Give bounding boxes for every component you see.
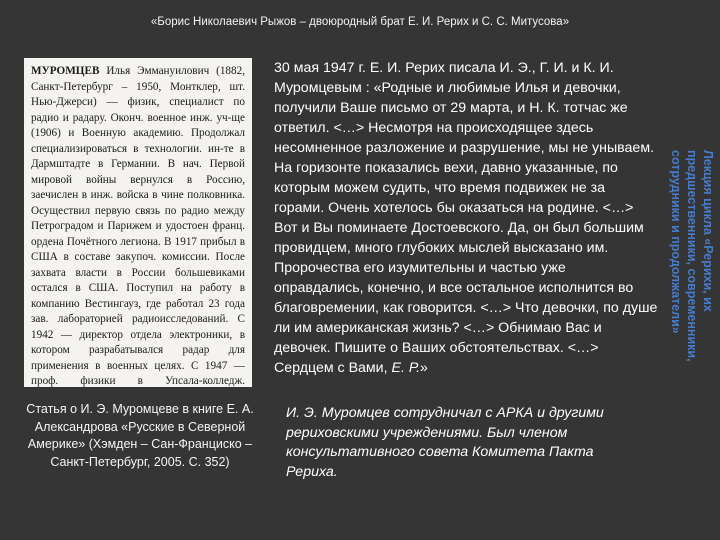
side-label-line-1: Лекция цикла «Рерихи, их [701,150,715,312]
side-label-line-3: сотрудники и продолжатели» [669,150,683,334]
quote-end: » [420,360,428,376]
scan-caption: Статья о И. Э. Муромцеве в книге Е. А. Александрова «Русские в Северной Америке» (Хэмден – Сан-Франциско – Санкт-Петербург, 2005. С. 352) [26,402,254,469]
article-text [31,64,245,387]
quote-signature: Е. Р. [391,360,421,376]
quote-text: 30 мая 1947 г. Е. И. Рерих писала И. Э., Г. И. и К. И. Муромцевым : «Родные и любимые Илья и девочки, получили Ваше письмо от 29 марта, и Н. К. тотчас же ответил. <…> Несмотря на происходящее здесь несомненное разложение и разрушение, мы не унываем. На горизонте показались вехи, давно указанные, по которым можем судить, что время подвижек не за горами. Очень хотелось бы оказаться на родине. <…> Вот и Вы поминаете Достоевского. Да, он был большим провидцем, много глубоких мыслей высказано им. Пророчества его изумительны и частью уже оправдались, конечно, и все остальное исполнится во благовремении, как говорится. <…> Что девочки, по душе ли им американская жизнь? <…> Обнимаю Вас и девочек. Пишите о Ваших обстоятельствах. <…> Сердцем с Вами, [274,60,658,376]
slide-title: «Борис Николаевич Рыжов – двоюродный брат Е. И. Рерих и С. С. Митусова» [150,16,570,28]
note-text: И. Э. Муромцев сотрудничал с АРКА и другими рериховскими учреждениями. Был членом консультативного совета Комитета Пакта Рериха. [286,405,604,480]
encyclopedia-article-scan [24,58,252,387]
lecture-side-label [664,150,716,408]
article-name: МУРОМЦЕВ [31,65,100,77]
letter-quote [274,58,659,378]
side-label-line-2: предшественники, современники, [685,150,699,362]
article-body: Илья Эммануилович (1882, Санкт-Петербург – 1950, Монтклер, шт. Нью-Джерси) — физик, специалист по радио и радару. Оконч. военное инж. уч-ще (1906) и Военную академию. Продолжал специализироваться в технологии. ин-те в Дармштадте в Германии. В нач. Первой мировой войны вернулся в Россию, заечислен в инж. войска в чине полковника. Осуществил первую связь по радио между Петроградом и Парижем и удостоен франц. ордена Почётного легиона. В 1917 прибыл в США в составе закупоч. комиссии. После захвата власти в России большевиками остался в США. Поступил на работу в компанию Вестингауз, где работал 23 года зав. лабораторией радиоисследований. С 1942 — директор отдела электроники, в котором разрабатывался радар для применения в военных целях. С 1947 — проф. физики в Упсала-колледж. [31,65,245,387]
